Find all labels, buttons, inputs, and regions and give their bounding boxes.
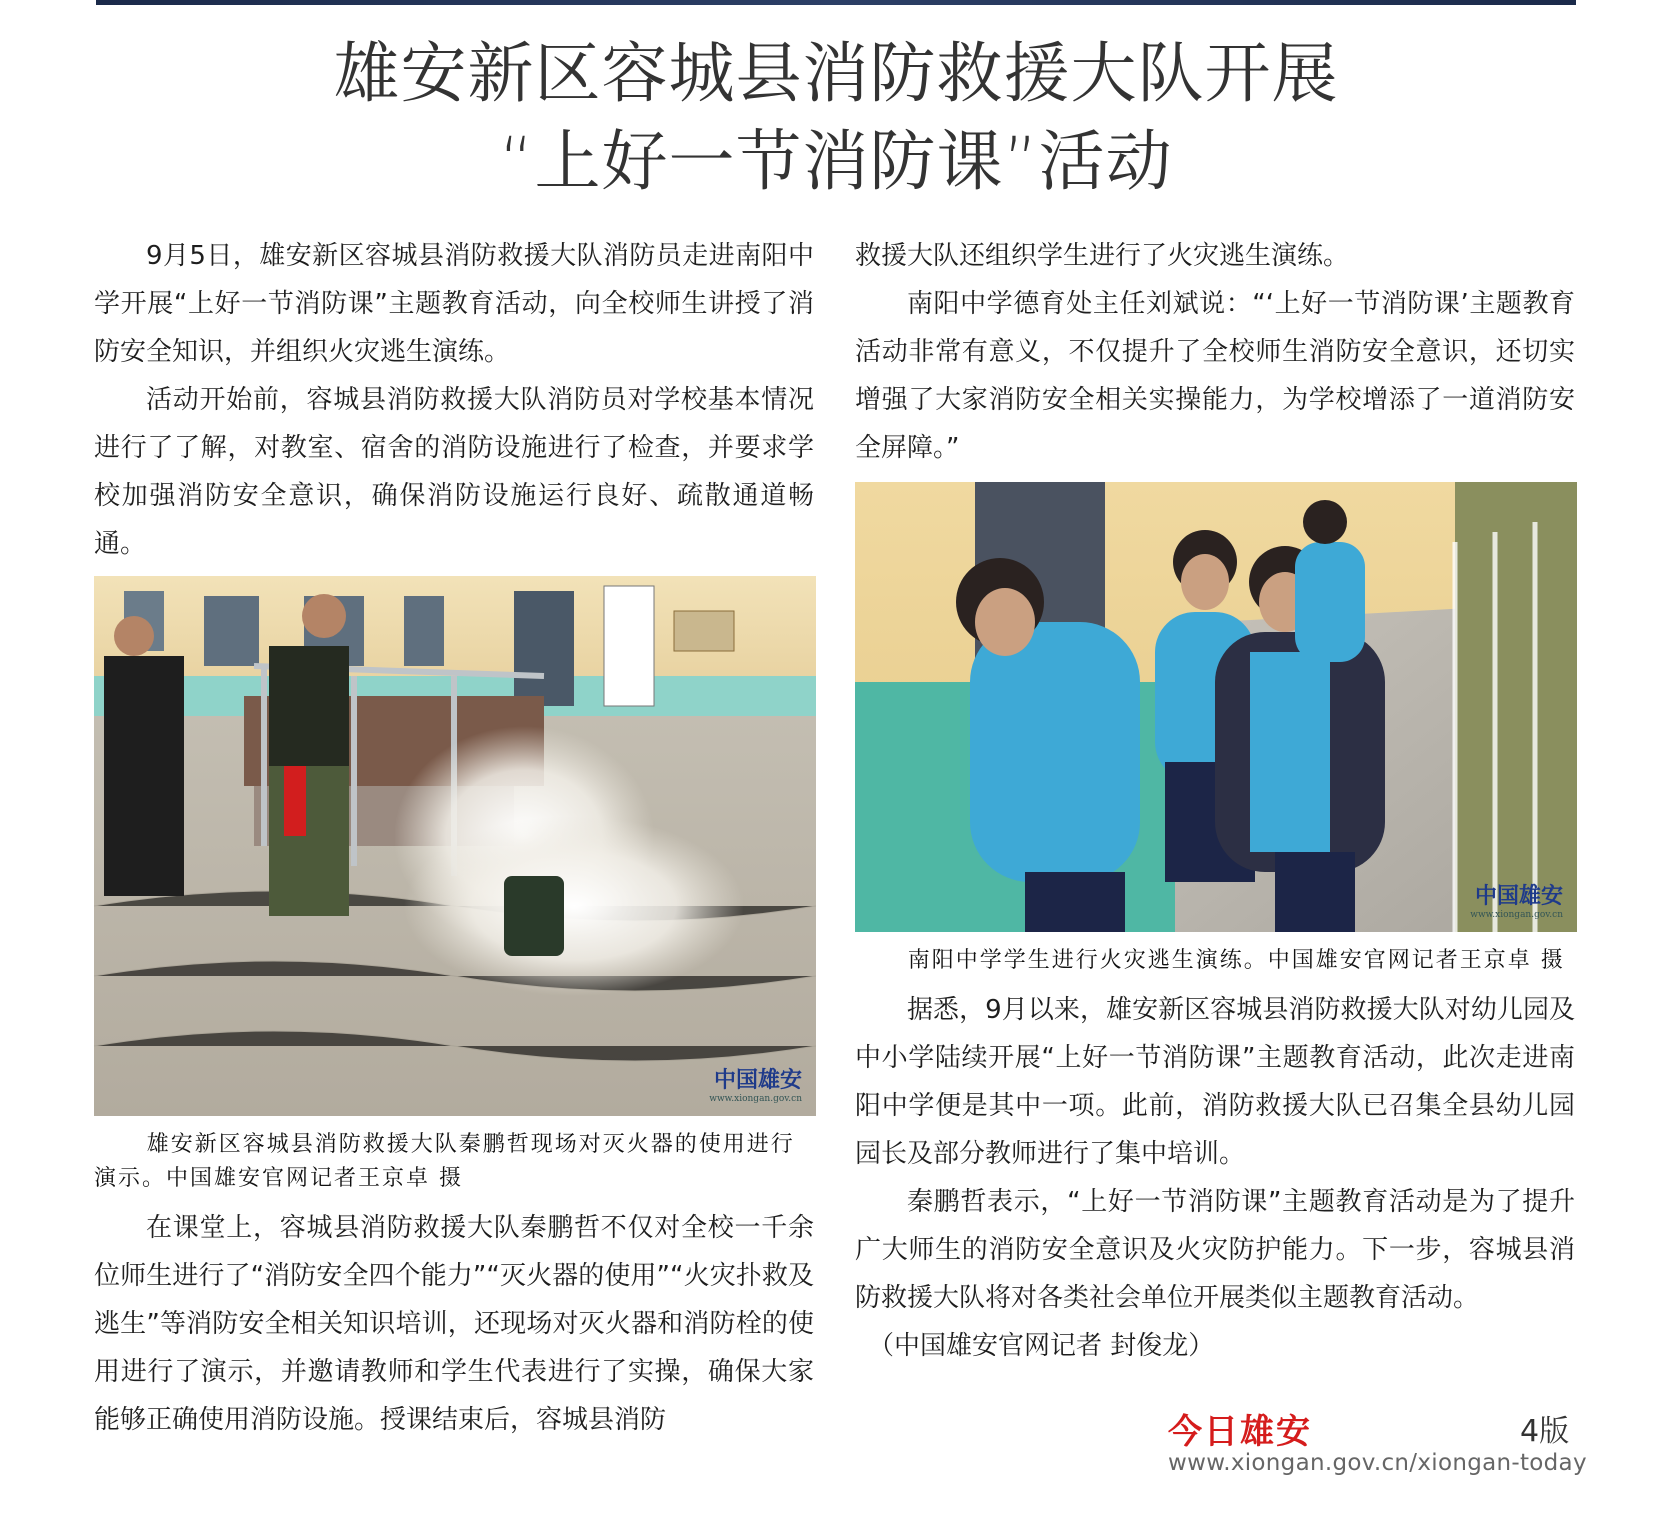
title-line-1: 雄安新区容城县消防救援大队开展 [333, 35, 1339, 112]
title-line-2: “上好一节消防课”活动 [499, 123, 1173, 200]
photo-watermark [1470, 879, 1563, 920]
photo-escape-drill [855, 482, 1577, 932]
page-number: 4版 [1520, 1414, 1570, 1449]
photo-watermark [709, 1063, 802, 1104]
right-column [855, 232, 1575, 1370]
paragraph: 秦鹏哲表示，“上好一节消防课”主题教育活动是为了提升广大师生的消防安全意识及火灾防护能力。下一步，容城县消防救援大队将对各类社会单位开展类似主题教育活动。 [855, 1187, 1575, 1313]
paragraph: 在课堂上，容城县消防救援大队秦鹏哲不仅对全校一千余位师生进行了“消防安全四个能力”“灭火器的使用”“火灾扑救及逃生”等消防安全相关知识培训，还现场对灭火器和消防栓的使用进行了演示，并邀请教师和学生代表进行了实操，确保大家能够正确使用消防设施。授课结束后，容城县消防 [94, 1213, 814, 1435]
paragraph: 南阳中学德育处主任刘斌说：“‘上好一节消防课’主题教育活动非常有意义，不仅提升了全校师生消防安全意识，还切实增强了大家消防安全相关实操能力，为学校增添了一道消防安全屏障。” [855, 289, 1575, 463]
left-column [94, 232, 814, 1444]
page-title [96, 30, 1576, 206]
paragraph: 活动开始前，容城县消防救援大队消防员对学校基本情况进行了了解，对教室、宿舍的消防设施进行了检查，并要求学校加强消防安全意识，确保消防设施运行良好、疏散通道畅通。 [94, 385, 814, 559]
photo-caption: 南阳中学学生进行火灾逃生演练。中国雄安官网记者王京卓 摄 [907, 948, 1565, 973]
publication-url: www.xiongan.gov.cn/xiongan-today [1168, 1450, 1587, 1476]
photo-caption: 雄安新区容城县消防救援大队秦鹏哲现场对灭火器的使用进行演示。中国雄安官网记者王京卓 摄 [94, 1132, 795, 1191]
watermark-url: www.xiongan.gov.cn [709, 1094, 802, 1104]
paragraph: 9月5日，雄安新区容城县消防救援大队消防员走进南阳中学开展“上好一节消防课”主题教育活动，向全校师生讲授了消防安全知识，并组织火灾逃生演练。 [94, 241, 814, 367]
paragraph: 救援大队还组织学生进行了火灾逃生演练。 [855, 241, 1350, 271]
students-escape-drill-photo-image [855, 482, 1577, 932]
publication-logo: 今日雄安 [1168, 1412, 1312, 1452]
fire-extinguisher-demo-photo-image [94, 576, 816, 1116]
watermark-text: 中国雄安 [713, 1067, 802, 1093]
author-credit: （中国雄安官网记者 封俊龙） [868, 1331, 1215, 1361]
photo-fire-extinguisher-demo [94, 576, 816, 1116]
top-border-bar [96, 0, 1576, 5]
paragraph: 据悉，9月以来，雄安新区容城县消防救援大队对幼儿园及中小学陆续开展“上好一节消防课”主题教育活动，此次走进南阳中学便是其中一项。此前，消防救援大队已召集全县幼儿园园长及部分教师进行了集中培训。 [855, 995, 1575, 1169]
watermark-text: 中国雄安 [1474, 883, 1563, 909]
watermark-url: www.xiongan.gov.cn [1470, 910, 1563, 920]
